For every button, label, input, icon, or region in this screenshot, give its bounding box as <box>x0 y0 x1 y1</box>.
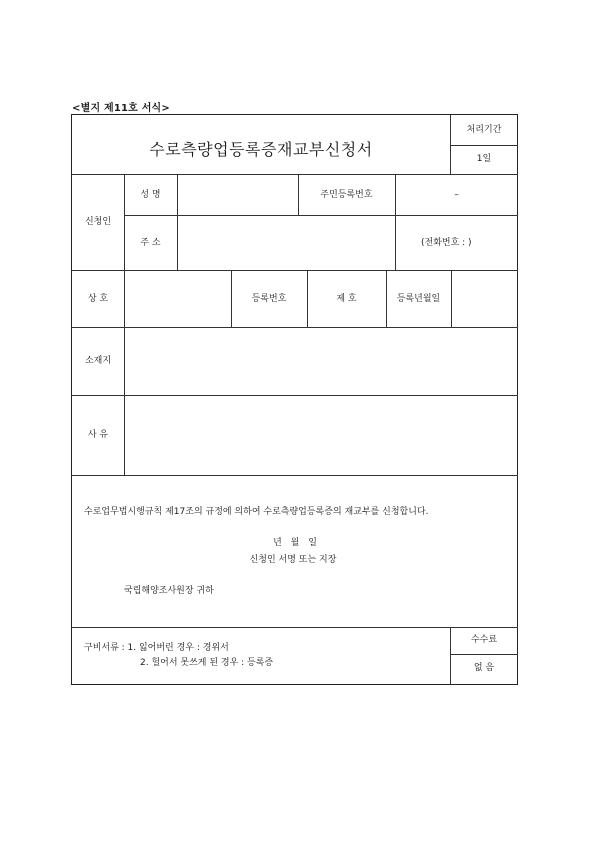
application-form <box>71 114 518 685</box>
rule-processing-split <box>450 145 518 146</box>
reason-field[interactable] <box>129 431 509 441</box>
rule-label-column <box>124 174 125 475</box>
processing-period-value: 1일 <box>476 154 492 164</box>
rule-reason-bottom <box>72 475 518 476</box>
form-number: <별지 제11호 서식> <box>72 103 170 114</box>
trade-name-field[interactable] <box>129 295 225 305</box>
registration-number-label: 등록번호 <box>251 294 287 304</box>
rule-fee-split <box>450 654 518 655</box>
rule-rrn-label-right <box>395 174 396 270</box>
rule-business-bottom <box>72 327 518 328</box>
applicant-section-label: 신청인 <box>84 217 112 227</box>
fee-label: 수수료 <box>470 635 498 645</box>
rule-location-bottom <box>72 395 518 396</box>
registration-number-field[interactable]: 제 호 <box>336 294 357 304</box>
required-documents-item-2: 2. 헐어서 못쓰게 된 경우 : 등록증 <box>140 658 274 668</box>
phone-label: (전화번호 : ) <box>421 238 472 248</box>
rule-declaration-bottom <box>72 627 518 628</box>
fee-value: 없 음 <box>473 663 495 673</box>
reason-label: 사 유 <box>87 430 109 440</box>
rrn-field[interactable]: – <box>454 190 459 200</box>
registration-date-label: 등록년월일 <box>396 294 441 304</box>
trade-name-label: 상 호 <box>87 294 109 304</box>
rule-applicant-sub <box>177 174 178 270</box>
address-field[interactable] <box>182 239 390 249</box>
rule-title-bottom <box>72 174 518 175</box>
form-title: 수로측량업등록증재교부신청서 <box>149 140 373 159</box>
name-label: 성 명 <box>140 190 161 200</box>
declaration-statement: 수로업무법시행규칙 제17조의 규정에 의하여 수로측량업등록증의 재교부를 신청합니다. <box>84 507 429 517</box>
declaration-date: 년 월 일 <box>273 538 317 548</box>
location-label: 소재지 <box>84 356 112 366</box>
rule-processing-left <box>450 115 451 174</box>
address-label: 주 소 <box>140 238 161 248</box>
declaration-signer: 신청인 서명 또는 지장 <box>249 555 337 565</box>
required-documents-heading: 구비서류 : 1. 잃어버린 경우 : 경위서 <box>84 643 229 653</box>
name-field[interactable] <box>182 191 292 201</box>
rule-reg-date-right <box>451 270 452 327</box>
processing-period-label: 처리기간 <box>466 125 502 135</box>
registration-date-field[interactable] <box>456 295 512 305</box>
declaration-recipient: 국립해양조사원장 귀하 <box>124 586 214 596</box>
rule-name-row-bottom <box>124 215 518 216</box>
location-field[interactable] <box>129 357 509 367</box>
rrn-label: 주민등록번호 <box>320 190 373 200</box>
